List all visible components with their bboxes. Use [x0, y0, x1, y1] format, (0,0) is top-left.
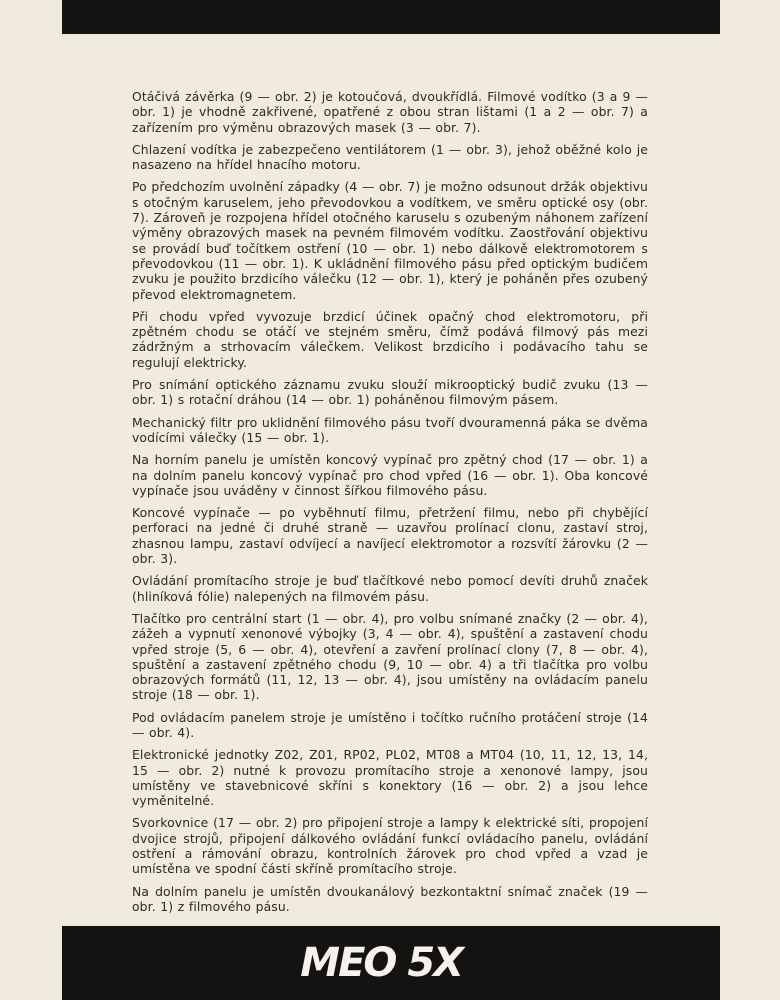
paragraph-mechanical-filter: Mechanický filtr pro uklidnění filmového pásu tvoří dvouramenná páka se dvěma vodícími válečky (15 — obr. 1).	[132, 414, 648, 445]
paragraph-electronic-units: Elektronické jednotky Z02, Z01, RP02, PL02, MT08 a MT04 (10, 11, 12, 13, 14, 15 — obr. 2) nutné k provozu promítacího stroje a xenonové lampy, jsou umístěny ve stavebnicové skříni s konektory (16 — obr. 2) a jsou lehce vyměnitelné.	[132, 747, 648, 809]
paragraph-sound-exciter: Pro snímání optického záznamu zvuku slouží mikrooptický budič zvuku (13 — obr. 1) s rotační dráhou (14 — obr. 1) poháněnou filmovým pásem.	[132, 377, 648, 408]
paragraph-limit-switch-functions: Koncové vypínače — po vyběhnutí filmu, přetržení filmu, nebo při chybějící perforaci na jedné či druhé straně — uzavřou prolínací clonu, zastaví stroj, zhasnou lampu, zastaví odvíjecí a navíjecí elektromotor a rozsvítí žárovku (2 — obr. 3).	[132, 505, 648, 567]
paragraph-shutter: Otáčivá závěrka (9 — obr. 2) je kotoučová, dvoukřídlá. Filmové vodítko (3 a 9 — obr. 1) je vhodně zakřivené, opatřené z obou stran lištami (1 a 2 — obr. 7) a zařízením pro výměnu obrazových masek (3 — obr. 7).	[132, 89, 648, 135]
bottom-black-bar	[62, 926, 720, 1000]
paragraph-lens-holder: Po předchozím uvolnění západky (4 — obr. 7) je možno odsunout držák objektivu s otočným karuselem, jeho převodovkou a vodítkem, ve směru optické osy (obr. 7). Zároveň je rozpojena hřídel otočného karuselu s ozubeným náhonem zařízení výměny obrazových masek na pevném filmovém vodítku. Zaostřování objektivu se provádí buď točítkem ostření (10 — obr. 1) nebo dálkově elektromotorem s převodovkou (11 — obr. 1). K ukládnění filmového pásu před optickým budičem zvuku je použito brzdicího válečku (12 — obr. 1), který je poháněn přes ozubený převod elektromagnetem.	[132, 179, 648, 302]
paragraph-manual-knob: Pod ovládacím panelem stroje je umístěno i točítko ručního protáčení stroje (14 — obr. 4).	[132, 709, 648, 740]
product-logo: MEO 5X	[300, 940, 462, 986]
document-body	[132, 89, 648, 921]
paragraph-buttons: Tlačítko pro centrální start (1 — obr. 4), pro volbu snímané značky (2 — obr. 4), zážeh a vypnutí xenonové výbojky (3, 4 — obr. 4), spuštění a zastavení chodu vpřed stroje (5, 6 — obr. 4), otevření a zavření prolínací clony (7, 8 — obr. 4), spuštění a zastavení zpětného chodu (9, 10 — obr. 4) a tři tlačítka pro volbu obrazových formátů (11, 12, 13 — obr. 4), jsou umístěny na ovládacím panelu stroje (18 — obr. 1).	[132, 610, 648, 703]
paragraph-limit-switches: Na horním panelu je umístěn koncový vypínač pro zpětný chod (17 — obr. 1) a na dolním panelu koncový vypínač pro chod vpřed (16 — obr. 1). Oba koncové vypínače jsou uváděny v činnost šířkou filmového pásu.	[132, 452, 648, 498]
paragraph-cooling: Chlazení vodítka je zabezpečeno ventilátorem (1 — obr. 3), jehož oběžné kolo je nasazeno na hřídel hnacího motoru.	[132, 141, 648, 173]
paragraph-forward-run: Při chodu vpřed vyvozuje brzdicí účinek opačný chod elektromotoru, při zpětném chodu se otáčí ve stejném směru, čímž podává filmový pás mezi zádržným a strhovacím válečkem. Velikost brzdicího i podávacího tahu se regulují elektricky.	[132, 308, 648, 370]
paragraph-mark-sensor: Na dolním panelu je umístěn dvoukanálový bezkontaktní snímač značek (19 — obr. 1) z filmového pásu.	[132, 883, 648, 914]
paragraph-control-methods: Ovládání promítacího stroje je buď tlačítkové nebo pomocí devíti druhů značek (hliníková fólie) nalepených na filmovém pásu.	[132, 573, 648, 604]
paragraph-terminal-block: Svorkovnice (17 — obr. 2) pro připojení stroje a lampy k elektrické síti, propojení dvojice strojů, připojení dálkového ovládání funkcí ovládacího panelu, ovládání ostření a rámování obrazu, kontrolních žárovek pro chod vpřed a vzad je umístěna ve spodní části skříně promítacího stroje.	[132, 815, 648, 877]
top-black-bar	[62, 0, 720, 34]
